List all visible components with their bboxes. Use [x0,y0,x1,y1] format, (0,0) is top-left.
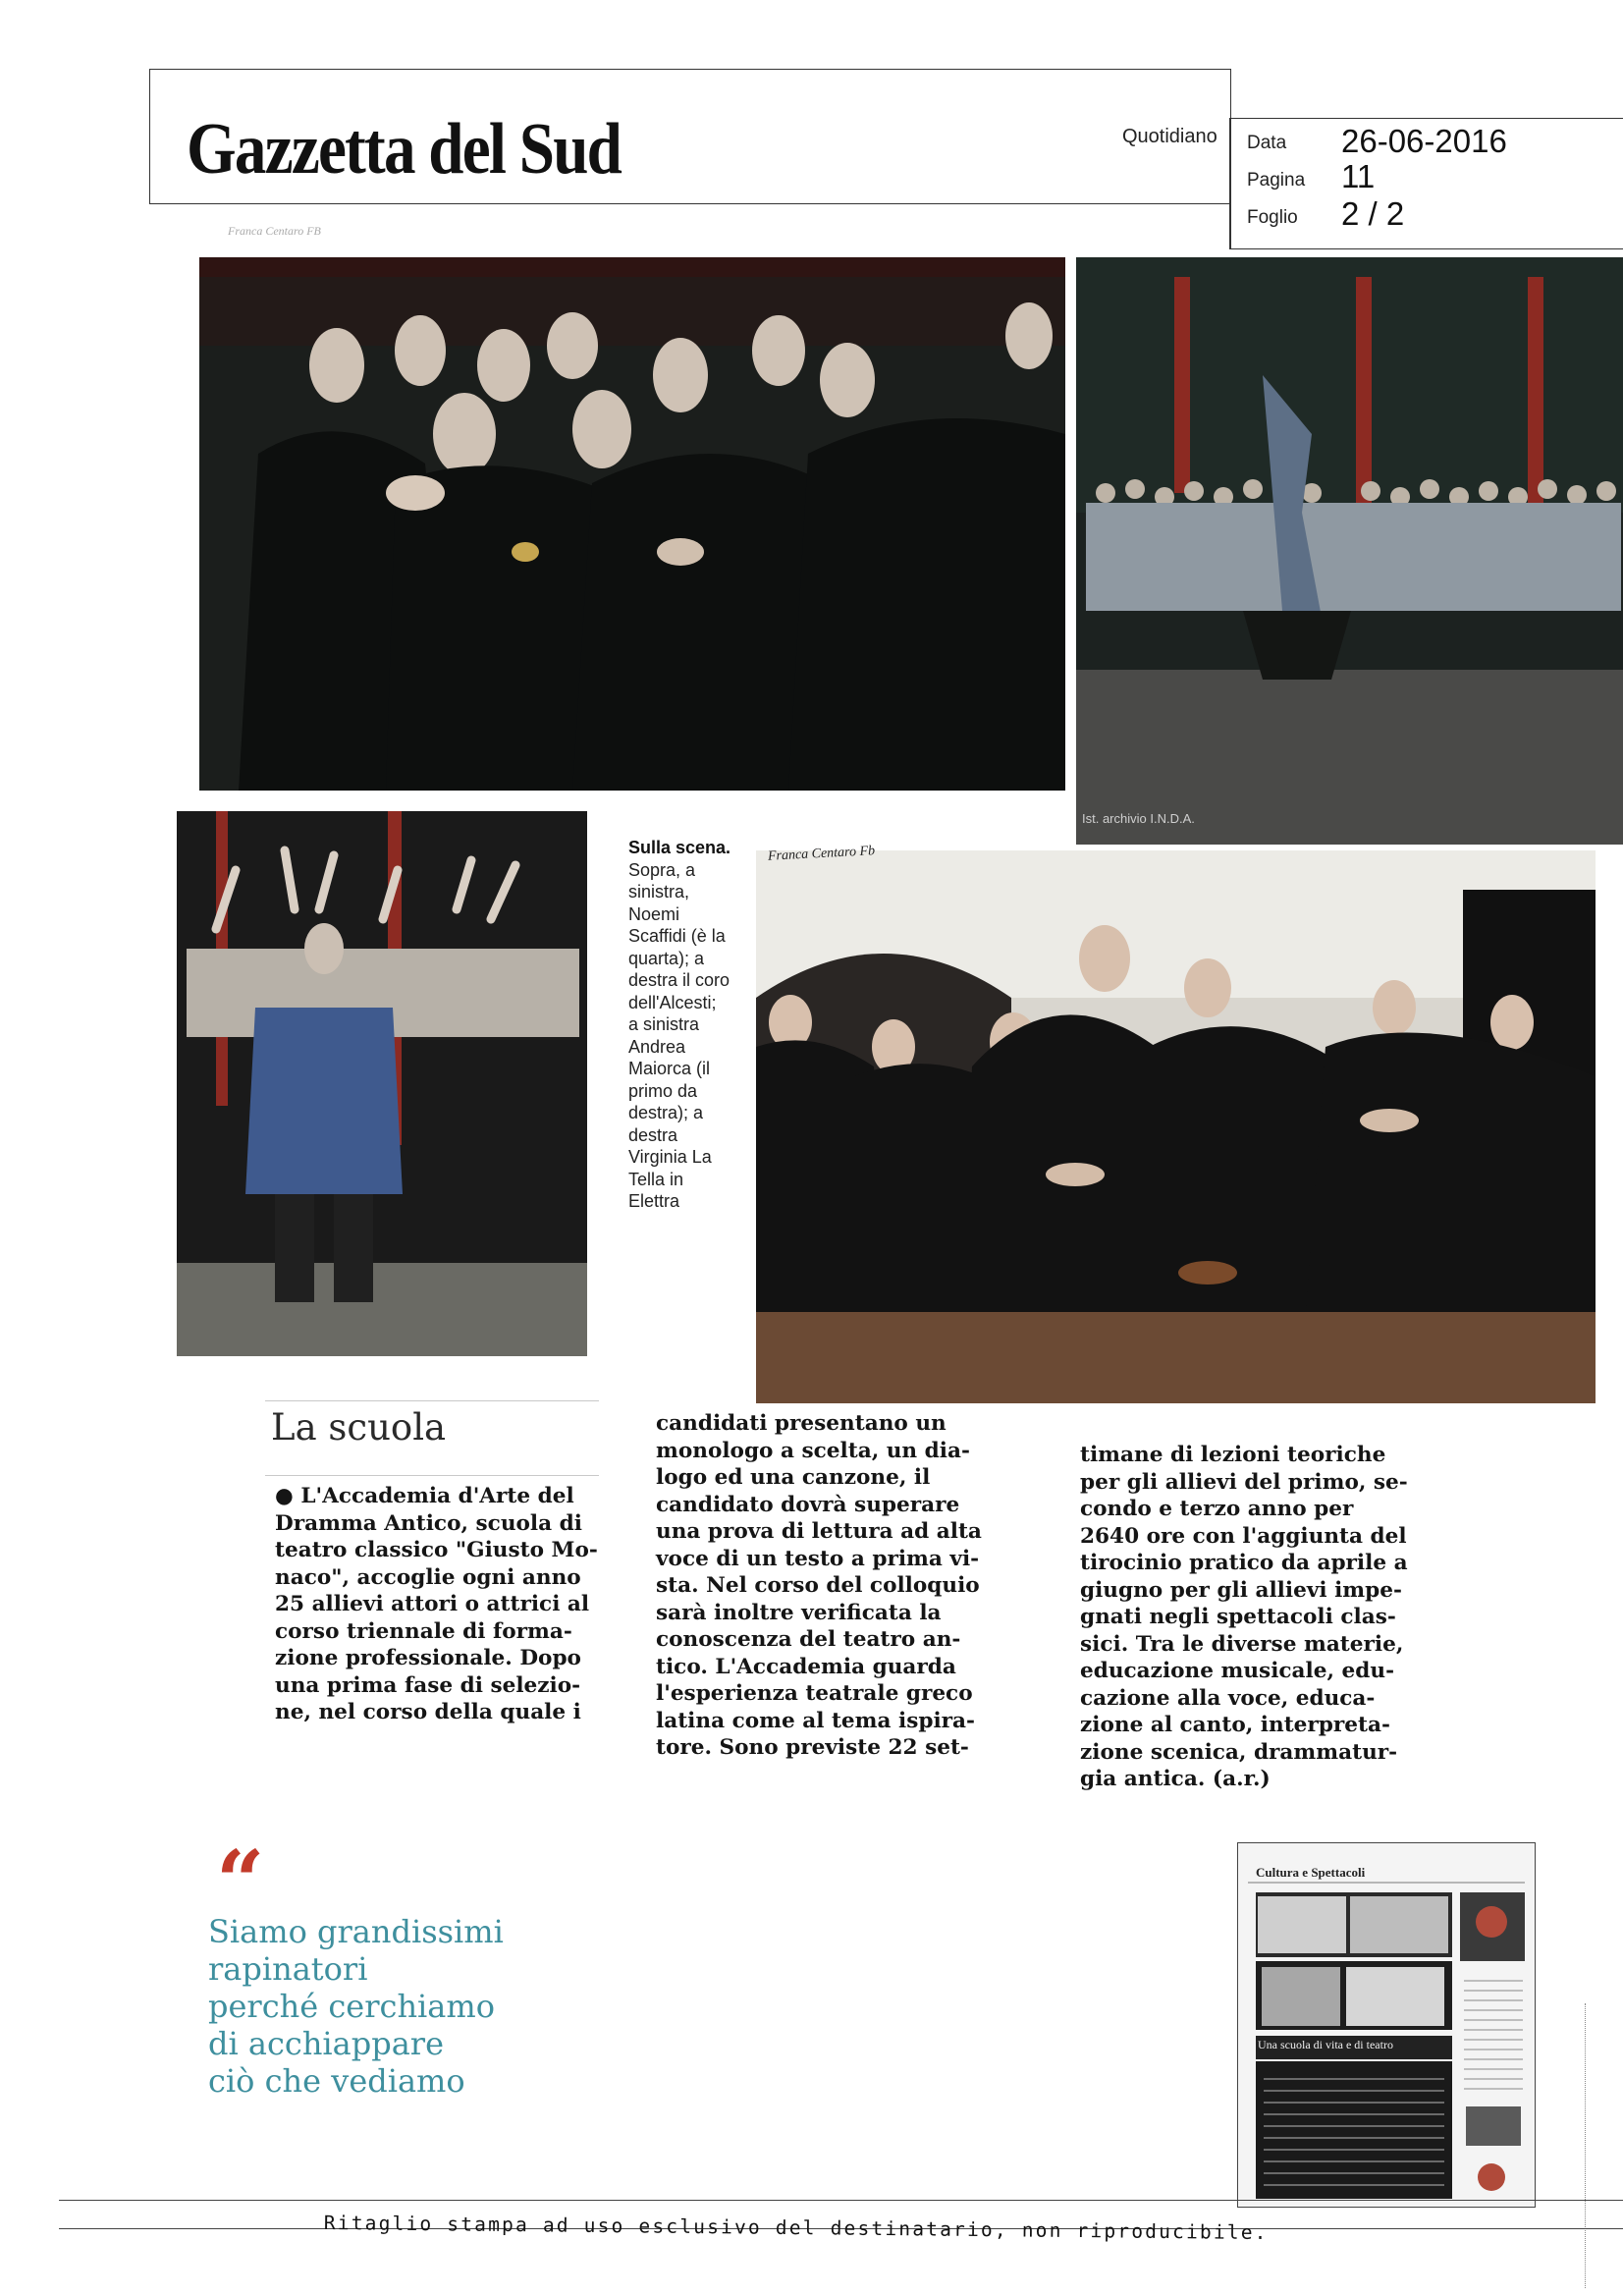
article-column-1 [275,1483,598,1726]
article-title: La scuola [271,1406,447,1449]
caption-line: destra); a [628,1103,704,1122]
meta-key-pagina: Pagina [1247,170,1306,191]
masthead-logo: Gazzetta del Sud [187,109,622,190]
meta-box [1229,118,1623,249]
quote-line: di acchiappare [208,2025,445,2062]
photo-chorus-alcesti [1076,257,1623,845]
text-line: logo ed una canzone, il [656,1465,931,1490]
meta-value-data: 26-06-2016 [1341,123,1507,159]
text-line: latina come al tema ispira- [656,1708,976,1733]
photo-credit-mid-right: Franca Centaro Fb [767,844,876,864]
text-line: zione scenica, drammatur- [1080,1739,1398,1765]
thumbnail-headline: Una scuola di vita e di teatro [1258,2038,1393,2051]
text-line: ● L'Accademia d'Arte del [275,1484,574,1508]
text-line: sta. Nel corso del colloquio [656,1573,980,1598]
caption-line: Virginia La [628,1147,712,1167]
text-line: tirocinio pratico da aprile a [1080,1551,1408,1575]
quote-line: perché cerchiamo [208,1988,495,2025]
text-line: sici. Tra le diverse materie, [1080,1631,1404,1657]
text-line: conoscenza del teatro an- [656,1627,961,1652]
caption-line: a sinistra [628,1014,700,1034]
photo-credit-top-left: Franca Centaro FB [228,224,321,238]
caption-line: Elettra [628,1191,680,1211]
caption-line: Sopra, a [628,859,696,880]
page-thumbnail [1237,1842,1536,2208]
footer-notice: Ritaglio stampa ad uso esclusivo del destinatario, non riproducibile. [323,2212,1269,2245]
pull-quote [208,1913,504,2100]
text-line: gia antica. (a.r.) [1080,1767,1271,1791]
margin-rule [1585,2003,1586,2288]
text-line: ne, nel corso della quale i [275,1700,581,1724]
text-line: zione professionale. Dopo [275,1646,581,1670]
quote-line: Siamo grandissimi [208,1913,504,1950]
text-line: l'esperienza teatrale greco [656,1681,973,1706]
title-rule [265,1400,599,1401]
text-line: candidato dovrà superare [656,1492,960,1517]
text-line: una prima fase di selezio- [275,1672,581,1698]
text-line: candidati presentano un [656,1411,947,1436]
title-rule [265,1475,599,1476]
caption-lead: Sulla scena. [628,838,731,857]
caption-line: Andrea [628,1036,686,1057]
text-line: tico. L'Accademia guarda [656,1654,956,1679]
text-line: sarà inoltre verificata la [656,1600,942,1625]
caption-line: primo da [628,1080,698,1101]
meta-value-foglio: 2 / 2 [1341,195,1405,232]
meta-value-pagina: 11 [1341,158,1376,194]
text-line: timane di lezioni teoriche [1080,1443,1386,1467]
caption-line: destra [628,1124,678,1145]
text-line: 2640 ore con l'aggiunta del [1080,1523,1407,1549]
text-line: una prova di lettura ad alta [656,1519,982,1544]
text-line: cazione alla voce, educa- [1080,1685,1376,1711]
thumbnail-section: Cultura e Spettacoli [1256,1865,1366,1880]
caption-line: destra il coro [628,970,730,990]
text-line: Dramma Antico, scuola di [275,1510,582,1536]
text-line: per gli allievi del primo, se- [1080,1469,1408,1495]
photo-credit-top-right: Ist. archivio I.N.D.A. [1082,811,1195,826]
caption-line: Scaffidi (è la [628,926,726,946]
text-line: monologo a scelta, un dia- [656,1438,970,1463]
caption-line: dell'Alcesti; [628,992,717,1012]
publication-type: Quotidiano [1122,126,1217,147]
photo-andrea-maiorca [177,811,587,1356]
caption-line: Noemi [628,903,680,924]
text-line: tore. Sono previste 22 set- [656,1735,969,1760]
text-line: condo e terzo anno per [1080,1497,1354,1521]
text-line: naco", accoglie ogni anno [275,1564,581,1590]
article-column-3 [1080,1442,1408,1793]
text-line: zione al canto, interpreta- [1080,1713,1390,1737]
meta-key-data: Data [1247,133,1287,153]
caption-line: Maiorca (il [628,1059,711,1078]
quote-line: rapinatori [208,1950,368,1988]
caption-line: sinistra, [628,882,690,902]
photo-caption [628,837,746,1213]
text-line: voce di un testo a prima vi- [656,1546,980,1571]
text-line: giugno per gli allievi impe- [1080,1577,1402,1603]
meta-key-foglio: Foglio [1247,207,1298,228]
text-line: 25 allievi attori o attrici al [275,1592,590,1616]
quote-line: ciò che vediamo [208,2062,465,2100]
photo-chorus-women [199,257,1065,791]
caption-line: quarta); a [628,948,705,968]
photo-virginia-la-tella [756,850,1596,1403]
text-line: educazione musicale, edu- [1080,1659,1395,1683]
text-line: teatro classico "Giusto Mo- [275,1538,598,1562]
caption-line: Tella in [628,1169,684,1189]
text-line: gnati negli spettacoli clas- [1080,1605,1396,1629]
quote-mark-icon: “ [216,1832,265,1932]
article-column-2 [656,1410,995,1762]
text-line: corso triennale di forma- [275,1618,572,1644]
